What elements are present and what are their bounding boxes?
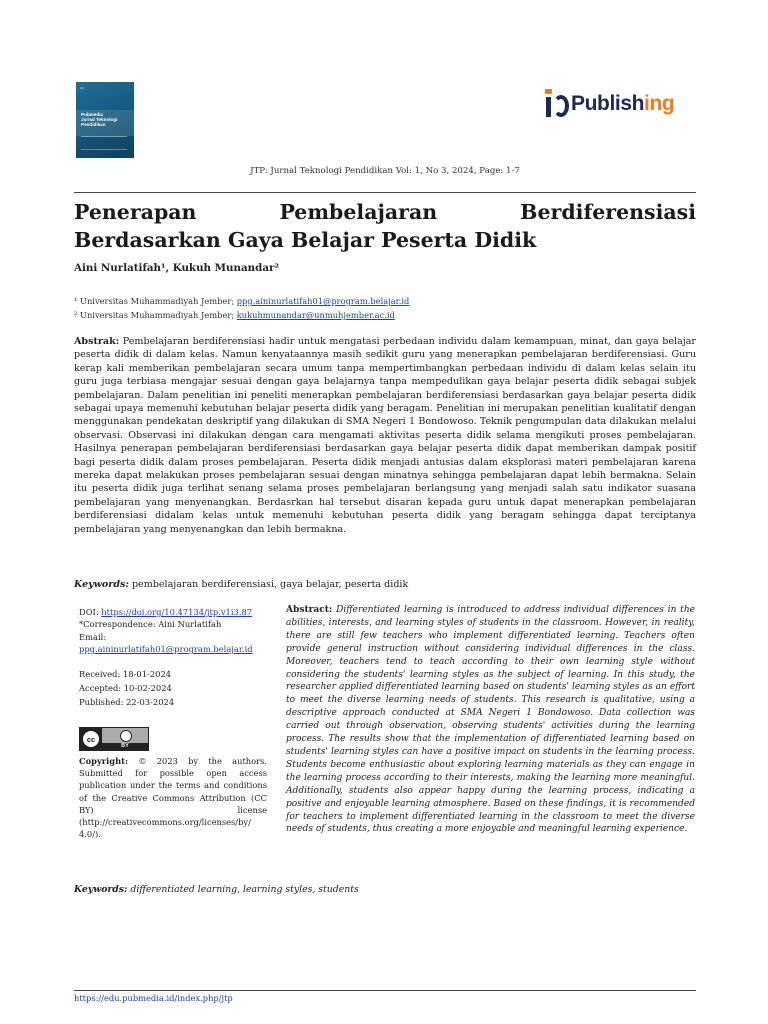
doi-line: DOI: https://doi.org/10.47134/jtp.v1i3.87 (79, 607, 253, 617)
affiliation-2: ² Universitas Muhammadiyah Jember; kukuhmunandar@unmuhjember.ac.id (74, 310, 395, 320)
abstract-indonesian (74, 335, 696, 536)
accepted-date: Accepted: 10-02-2024 (79, 683, 172, 693)
correspondence-email (79, 643, 267, 655)
cc-by-label: BY (102, 743, 148, 750)
header-rule (74, 192, 696, 193)
publisher-logo (545, 84, 674, 124)
publishing-logo-icon (545, 87, 571, 121)
copyright-label: Copyright: (79, 756, 129, 766)
correspondence-email-link[interactable]: ppg.aininurlatifah01@program.belajar.id (79, 644, 253, 654)
affiliation-2-email-link[interactable]: kukuhmunandar@unmuhjember.ac.id (236, 310, 395, 320)
cover-top-text: ••• (80, 86, 84, 90)
attribution-icon (120, 730, 132, 742)
copyright-notice (79, 755, 267, 840)
journal-citation-line: JTP: Jurnal Teknologi Pendidikan Vol: 1, No 3, 2024, Page: 1-7 (250, 166, 520, 176)
copyright-text: © 2023 by the authors. Submitted for possible open access publication under the terms and conditions of the Creative Commons Attribution (CC BY) license (http://creativecommons.org/licenses/by/ 4.0/). (79, 756, 267, 840)
abstract-english (286, 604, 695, 836)
author-list: Aini Nurlatifah¹, Kukuh Munandar² (74, 262, 279, 274)
paper-title: Penerapan Pembelajaran Berdiferensiasi Berdasarkan Gaya Belajar Peserta Didik (74, 200, 696, 252)
published-date: Published: 22-03-2024 (79, 697, 175, 707)
abstract-english-label: Abstract: (286, 605, 333, 615)
abstract-indonesian-text: Pembelajaran berdiferensiasi hadir untuk mengatasi perbedaan individu dalam kemampuan, minat, dan gaya belajar peserta didik di dalam kelas. Namun kenyataannya masih sedikit guru yang menerapkan pembelajaran berdiferensiasi. Guru kerap kali memberikan pembelajaran secara umum tanpa mempertimbangkan perbedaan individu di dalam kelas selain itu guru juga terbiasa mengajar sesuai dengan gaya belajarnya tanpa mempedulikan gaya belajar peserta didik sebagai subjek pembelajaran. Dalam penelitian ini peneliti menerapkan pembelajaran berdiferensiasi berdasarkan gaya belajar peserta didik sebagai upaya memenuhi kebutuhan belajar peserta didik yang beragam. Penelitian ini merupakan penelitian kualitatif dengan menggunakan pendekatan deskriptif yang dilakukan di SMA Negeri 1 Bondowoso. Teknik pengumpulan data dilakukan melalui observasi. Observasi ini dilakukan dengan cara mengamati aktivitas peserta didik selama mengikuti proses pembelajaran. Hasilnya penerapan pembelajaran berdiferensiasi berdasarkan gaya belajar peserta didik dapat memberikan dampak positif bagi peserta didik dalam proses pembelajaran. Peserta didik menjadi antusias dalam eksplorasi materi pembelajaran karena mereka dapat melakukan proses pembelajaran sesuai dengan minatnya sehingga pembelajaran dapat lebih bermakna. Selain itu peserta didik juga terlihat senang selama proses pembelajaran berlangsung yang menjadi salah satu indikator suasana pembelajaran yang menyenangkan. Berdasrkan hal tersebut disaran kepada guru untuk dapat menerapkan pembelajaran berdiferensiasi didalam kelas untuk memenuhi kebutuhan peserta didik yang beragam sehingga dapat terciptanya pembelajaran yang menyenangkan dan lebih bermakna. (74, 336, 696, 535)
keywords-english-text: differentiated learning, learning styles, students (127, 884, 359, 895)
abstract-indonesian-label: Abstrak: (74, 336, 120, 347)
keywords-english-label: Keywords: (74, 884, 128, 895)
email-label: Email: (79, 632, 107, 642)
journal-url-link[interactable]: https://edu.pubmedia.id/index.php/jtp (74, 993, 233, 1003)
logo-wordmark: Publishing (571, 92, 675, 115)
affiliation-1-email-link[interactable]: ppg.aininurlatifah01@program.belajar.id (236, 296, 410, 306)
cover-title: Pubmedia Jurnal Teknologi Pendidikan (81, 112, 118, 128)
received-date: Received: 18-01-2024 (79, 669, 172, 679)
keywords-indonesian-label: Keywords: (74, 579, 129, 590)
keywords-indonesian-text: pembelajaran berdiferensiasi, gaya belajar, peserta didik (128, 579, 409, 590)
correspondence-line: *Correspondence: Aini Nurlatifah (79, 619, 222, 629)
doi-link[interactable]: https://doi.org/10.47134/jtp.v1i3.87 (101, 607, 253, 617)
keywords-english (74, 884, 359, 895)
cc-icon: cc (83, 731, 99, 747)
journal-cover-image (76, 82, 134, 158)
footer-rule (74, 990, 696, 991)
affiliation-1: ¹ Universitas Muhammadiyah Jember; ppg.aininurlatifah01@program.belajar.id (74, 296, 410, 306)
keywords-indonesian (74, 579, 408, 590)
cc-by-license-icon[interactable] (79, 727, 149, 751)
abstract-english-text: Differentiated learning is introduced to address individual differences in the abilities, interests, and learning styles of students in the classroom. However, in reality, there are still few teachers who implement differentiated learning. Teachers often provide general instruction without considering individual differences in the class. Moreover, teachers tend to teach according to their own learning style without considering the students' learning styles as the subject of learning. In this study, the researcher applied differentiated learning based on students' learning styles as an effort to meet the diverse learning needs of students. This research is qualitative, using a descriptive approach conducted at SMA Negeri 1 Bondowoso. Data collection was carried out through observation, observing students' activities during the learning process. The results show that the implementation of differentiated learning based on students' learning styles can have a positive impact on students in the learning process. Students become enthusiastic about exploring learning materials as they can engage in the learning process according to their interests, making the learning more meaningful. Additionally, students also appear happy during the learning process, indicating a positive and enjoyable learning atmosphere. Based on these findings, it is recommended for teachers to implement differentiated learning in the classroom to meet the diverse needs of students, thus creating a more enjoyable and meaningful learning experience. (286, 605, 695, 835)
